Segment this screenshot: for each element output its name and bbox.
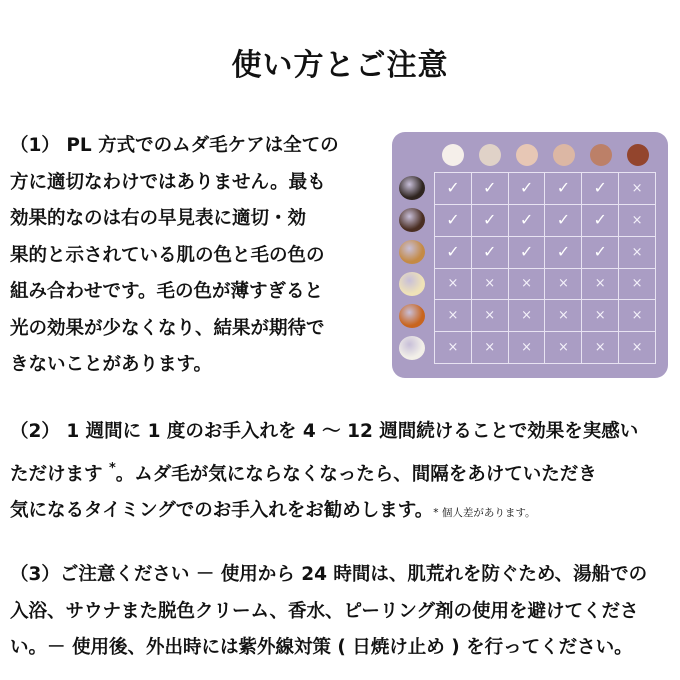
note-1-line: 光の効果が少なくなり、結果が期待で bbox=[10, 317, 325, 339]
hair-color-swatch bbox=[399, 176, 425, 200]
cross-icon: × bbox=[472, 300, 509, 332]
note-1-line: 効果的なのは右の早見表に適切・効 bbox=[10, 208, 307, 229]
hair-color-swatch bbox=[399, 272, 425, 296]
usage-note-2 bbox=[10, 414, 675, 532]
cross-icon: × bbox=[545, 332, 582, 364]
cross-icon: × bbox=[619, 269, 656, 301]
note-3-line: い。－ 使用後、外出時には紫外線対策 ( 日焼け止め ) を行ってください。 bbox=[10, 637, 633, 658]
skin-tone-swatch bbox=[553, 144, 575, 166]
cross-icon: × bbox=[619, 300, 656, 332]
cross-icon: × bbox=[619, 205, 656, 237]
skin-tone-swatch bbox=[442, 144, 464, 166]
cross-icon: × bbox=[619, 173, 656, 205]
individual-difference-note: * 個人差があります。 bbox=[433, 507, 536, 519]
skin-tone-swatch bbox=[590, 144, 612, 166]
check-icon: ✓ bbox=[545, 173, 582, 205]
skin-tone-swatch bbox=[627, 144, 649, 166]
check-icon: ✓ bbox=[582, 173, 619, 205]
skin-tone-swatch bbox=[516, 144, 538, 166]
cross-icon: × bbox=[582, 269, 619, 301]
note-1-line: きないことがあります。 bbox=[10, 354, 213, 375]
cross-icon: × bbox=[472, 269, 509, 301]
note-2-line bbox=[10, 493, 675, 532]
cross-icon: × bbox=[509, 300, 546, 332]
check-icon: ✓ bbox=[582, 205, 619, 237]
check-icon: ✓ bbox=[472, 205, 509, 237]
compatibility-grid bbox=[434, 172, 656, 364]
note-1-line: 組み合わせです。毛の色が薄すぎると bbox=[10, 281, 324, 302]
note-2-text: 気になるタイミングでのお手入れをお勧めします。 bbox=[10, 500, 434, 521]
usage-note-1 bbox=[10, 128, 375, 384]
check-icon: ✓ bbox=[545, 237, 582, 269]
cross-icon: × bbox=[472, 332, 509, 364]
check-icon: ✓ bbox=[582, 237, 619, 269]
cross-icon: × bbox=[582, 300, 619, 332]
cross-icon: × bbox=[435, 332, 472, 364]
note-2-text: 。ムダ毛が気にならなくなったら、間隔をあけていただき bbox=[115, 463, 597, 485]
cross-icon: × bbox=[509, 269, 546, 301]
check-icon: ✓ bbox=[509, 205, 546, 237]
cross-icon: × bbox=[435, 269, 472, 301]
note-3-line: （3）ご注意ください － 使用から 24 時間は、肌荒れを防ぐため、湯船での bbox=[10, 564, 648, 585]
hair-color-swatch bbox=[399, 208, 425, 232]
footnote-mark: * bbox=[108, 460, 116, 476]
hair-color-swatch bbox=[399, 336, 425, 360]
hair-color-swatch bbox=[399, 240, 425, 264]
note-1-line: 果的と示されている肌の色と毛の色の bbox=[10, 244, 325, 266]
check-icon: ✓ bbox=[435, 237, 472, 269]
note-1-line: （1） PL 方式でのムダ毛ケアは全ての bbox=[10, 135, 339, 156]
check-icon: ✓ bbox=[435, 205, 472, 237]
usage-note-3 bbox=[10, 557, 675, 667]
check-icon: ✓ bbox=[472, 237, 509, 269]
cross-icon: × bbox=[545, 269, 582, 301]
cross-icon: × bbox=[619, 332, 656, 364]
cross-icon: × bbox=[509, 332, 546, 364]
check-icon: ✓ bbox=[545, 205, 582, 237]
check-icon: ✓ bbox=[472, 173, 509, 205]
note-2-text: ただけます bbox=[10, 463, 103, 485]
skin-tone-swatch bbox=[479, 144, 501, 166]
note-2-line bbox=[10, 451, 675, 494]
skin-hair-compatibility-chart bbox=[392, 132, 668, 378]
cross-icon: × bbox=[545, 300, 582, 332]
note-1-line: 方に適切なわけではありません。最も bbox=[10, 171, 326, 193]
cross-icon: × bbox=[619, 237, 656, 269]
check-icon: ✓ bbox=[509, 173, 546, 205]
hair-color-swatch bbox=[399, 304, 425, 328]
check-icon: ✓ bbox=[509, 237, 546, 269]
cross-icon: × bbox=[435, 300, 472, 332]
note-3-line: 入浴、サウナまた脱色クリーム、香水、ピーリング剤の使用を避けてくださ bbox=[10, 600, 639, 622]
check-icon: ✓ bbox=[435, 173, 472, 205]
note-2-line: （2） 1 週間に 1 度のお手入れを 4 ～ 12 週間続けることで効果を実感い bbox=[10, 421, 639, 442]
cross-icon: × bbox=[582, 332, 619, 364]
page-title: 使い方とご注意 bbox=[231, 48, 449, 83]
